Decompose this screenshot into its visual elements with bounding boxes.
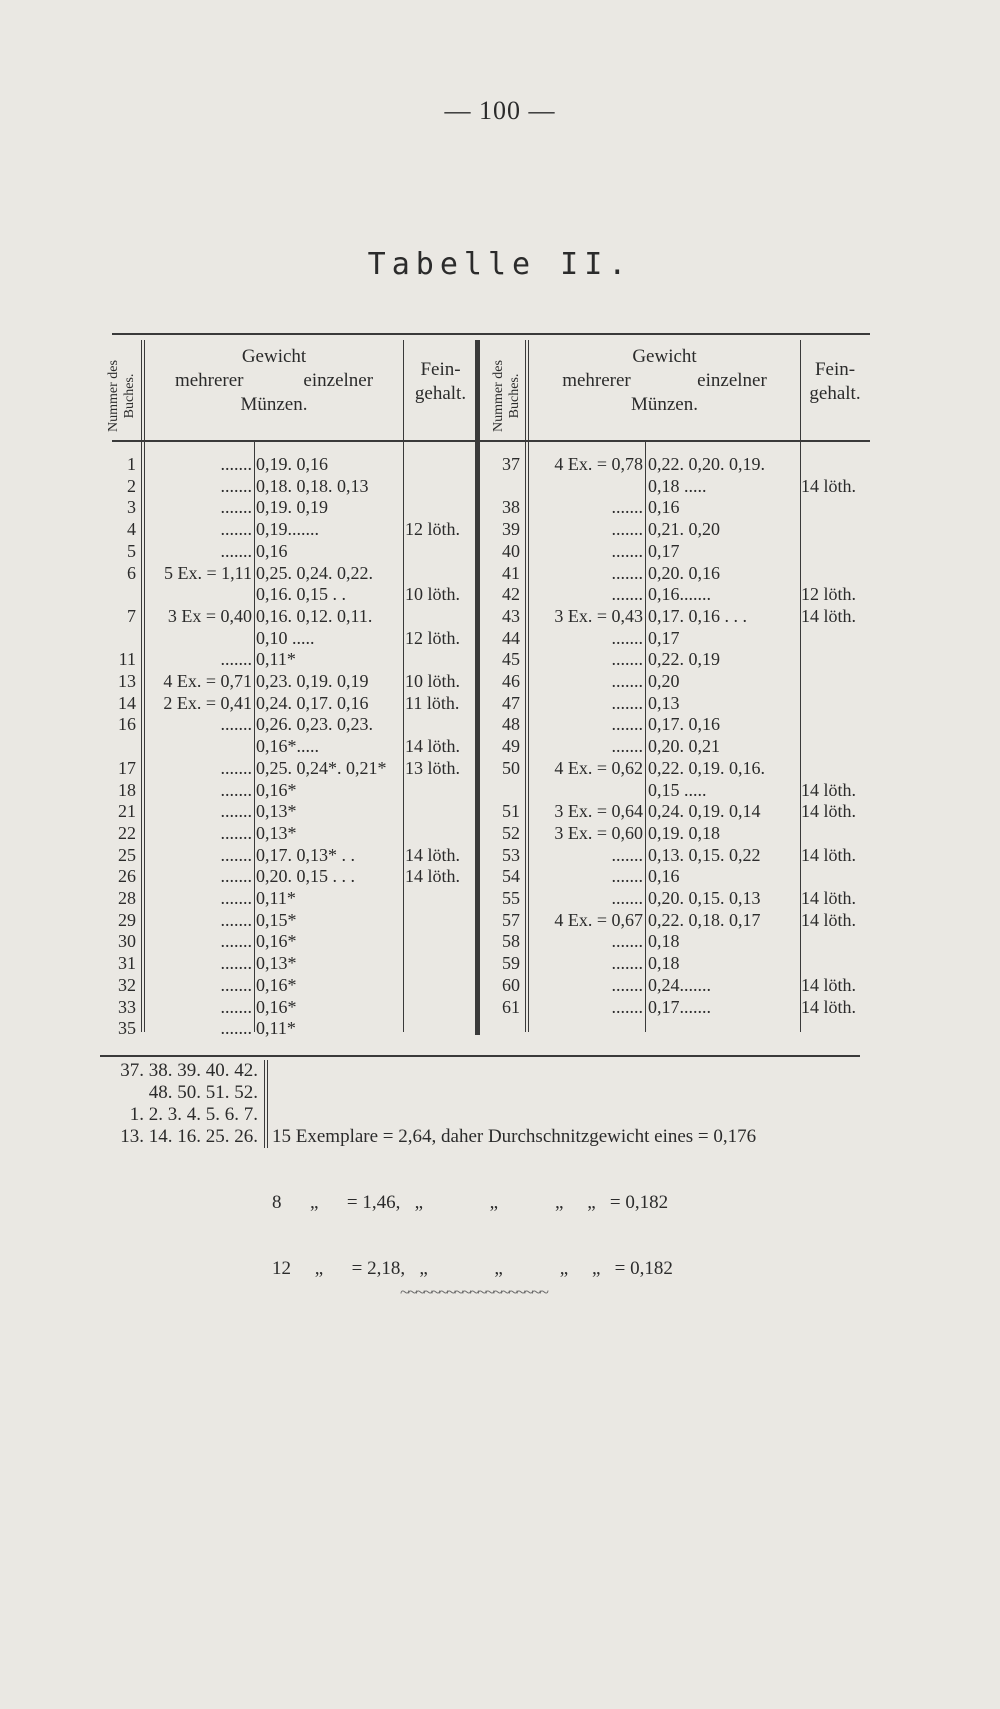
right-row-single: 0,16 — [648, 866, 680, 887]
left-row-group: ....... — [220, 649, 252, 670]
right-row-single: 0,16 — [648, 497, 680, 518]
right-row-single: 0,18 — [648, 953, 680, 974]
right-row-single: 0,19. 0,18 — [648, 822, 720, 843]
left-row-single: 0,13* — [256, 822, 297, 843]
left-row-fein: 10 löth. — [405, 584, 461, 605]
right-row-single: 0,24....... — [648, 974, 711, 995]
right-row-single: 0,20. 0,16 — [648, 562, 720, 583]
left-row-num: 16 — [118, 714, 136, 735]
right-row-num: 41 — [502, 562, 520, 583]
right-row-single: 0,20. 0,15. 0,13 — [648, 888, 761, 908]
right-row-fein: 14 löth. — [801, 779, 857, 800]
left-row-single: 0,16. 0,12. 0,11. — [256, 605, 373, 626]
right-row-num: 38 — [502, 497, 520, 518]
left-row-group: ....... — [220, 714, 252, 735]
right-row-group: ....... — [611, 671, 643, 691]
left-row-group: ....... — [220, 497, 252, 518]
right-row-fein: 14 löth. — [801, 888, 857, 908]
left-number-header: Nummer des Buches. — [106, 360, 137, 432]
right-row-single: 0,20 — [648, 671, 680, 691]
right-row-group: ....... — [611, 692, 643, 713]
left-row-fein: 12 löth. — [405, 627, 461, 648]
right-row-num: 52 — [502, 822, 520, 843]
left-row-group: ....... — [220, 844, 252, 865]
left-row-num: 5 — [127, 540, 136, 561]
right-row-group: 4 Ex. = 0,67 — [554, 909, 643, 930]
right-row-single: 0,22. 0,18. 0,17 — [648, 909, 761, 930]
left-row-single: 0,16* — [256, 996, 297, 1017]
right-row-single: 0,13. 0,15. 0,22 — [648, 844, 761, 865]
right-row-group: ....... — [611, 931, 643, 952]
right-row-fein: 12 löth. — [801, 584, 857, 605]
right-row-num: 44 — [502, 627, 520, 648]
left-row-group: ....... — [220, 996, 252, 1017]
left-row-num: 1 — [127, 454, 136, 474]
left-fein-header: Fein- gehalt. — [414, 359, 467, 404]
right-row-num: 37 — [502, 454, 520, 474]
right-row-fein: 14 löth. — [801, 801, 857, 822]
left-row-group: ....... — [220, 757, 252, 778]
right-col-line-2 — [645, 440, 646, 1032]
left-row-num: 22 — [118, 822, 136, 843]
right-row-num: 59 — [502, 953, 520, 974]
left-row-group: ....... — [220, 909, 252, 930]
right-row-num: 40 — [502, 540, 520, 561]
left-row-group: 2 Ex. = 0,41 — [163, 692, 252, 713]
right-row-fein: 14 löth. — [801, 605, 857, 626]
right-row-group: 3 Ex. = 0,60 — [554, 822, 643, 843]
right-row-single: 0,22. 0,20. 0,19. — [648, 454, 765, 474]
left-row-group: 4 Ex. = 0,71 — [163, 671, 252, 691]
right-row-num: 47 — [502, 692, 520, 713]
left-row-num: 17 — [118, 757, 136, 778]
left-row-num: 6 — [127, 562, 136, 583]
right-row-single: 0,21. 0,20 — [648, 519, 720, 540]
right-row-fein: 14 löth. — [801, 475, 857, 496]
summary-left: 37. 38. 39. 40. 42. 48. 50. 51. 52. 1. 2. 3. 4. 5. 6. 7. 13. 14. 16. 25. 26. — [120, 1060, 258, 1147]
right-row-num: 46 — [502, 671, 520, 691]
right-row-group: ....... — [611, 996, 643, 1017]
right-row-group: ....... — [611, 953, 643, 974]
left-row-single: 0,19. 0,16 — [256, 454, 328, 474]
left-row-num: 14 — [118, 692, 136, 713]
right-row-fein: 14 löth. — [801, 974, 857, 995]
right-row-group: ....... — [611, 627, 643, 648]
right-row-group: 3 Ex. = 0,43 — [554, 605, 643, 626]
left-row-single: 0,10 ..... — [256, 627, 315, 648]
right-row-single: 0,20. 0,21 — [648, 736, 720, 757]
right-row-single: 0,17. 0,16 — [648, 714, 720, 735]
right-row-num: 58 — [502, 931, 520, 952]
left-col-line-2 — [254, 440, 255, 1032]
left-row-single: 0,18. 0,18. 0,13 — [256, 475, 369, 496]
right-row-fein: 14 löth. — [801, 909, 857, 930]
right-row-num: 54 — [502, 866, 520, 887]
right-fein-header: Fein- gehalt. — [809, 359, 861, 404]
left-row-group: ....... — [220, 801, 252, 822]
left-row-single: 0,17. 0,13* . . — [256, 844, 355, 865]
left-row-num: 4 — [127, 519, 136, 540]
left-row-num: 11 — [118, 649, 136, 670]
left-row-num: 7 — [127, 605, 136, 626]
left-row-fein: 11 löth. — [405, 692, 460, 713]
left-row-group: ....... — [220, 454, 252, 474]
right-row-num: 57 — [502, 909, 520, 930]
right-row-num: 53 — [502, 844, 520, 865]
left-row-single: 0,11* — [256, 649, 296, 670]
left-row-num: 3 — [127, 497, 136, 518]
right-row-single: 0,24. 0,19. 0,14 — [648, 801, 761, 822]
left-row-single: 0,16. 0,15 . . — [256, 584, 346, 605]
right-row-fein: 14 löth. — [801, 996, 857, 1017]
left-row-group: ....... — [220, 540, 252, 561]
right-row-num: 55 — [502, 888, 520, 908]
left-row-single: 0,26. 0,23. 0,23. — [256, 714, 373, 735]
right-row-group: ....... — [611, 519, 643, 540]
left-row-single: 0,23. 0,19. 0,19 — [256, 671, 369, 691]
right-row-single: 0,17 — [648, 540, 680, 561]
right-row-group: ....... — [611, 584, 643, 605]
right-row-group: ....... — [611, 844, 643, 865]
left-row-single: 0,25. 0,24. 0,22. — [256, 562, 373, 583]
table-title: Tabelle II. — [367, 247, 633, 282]
right-row-single: 0,17 — [648, 627, 680, 648]
left-row-single: 0,16* — [256, 974, 297, 995]
right-row-num: 60 — [502, 974, 520, 995]
left-row-num: 29 — [118, 909, 136, 930]
left-row-group: ....... — [220, 1018, 252, 1039]
left-row-group: 5 Ex. = 1,11 — [164, 562, 252, 583]
left-row-fein: 14 löth. — [405, 844, 461, 865]
right-row-group: ....... — [611, 649, 643, 670]
right-row-group: ....... — [611, 736, 643, 757]
summary-divider — [264, 1060, 265, 1148]
left-row-group: ....... — [220, 888, 252, 908]
left-row-single: 0,16*..... — [256, 736, 319, 757]
table-bottom-rule — [100, 1055, 860, 1057]
right-row-single: 0,18 ..... — [648, 475, 707, 496]
left-row-single: 0,11* — [256, 888, 296, 908]
left-row-single: 0,15* — [256, 909, 297, 930]
left-row-single: 0,20. 0,15 . . . — [256, 866, 355, 887]
left-row-num: 28 — [118, 888, 136, 908]
left-row-single: 0,16 — [256, 540, 288, 561]
right-row-group: 4 Ex. = 0,62 — [554, 757, 643, 778]
page-number: — 100 — — [444, 96, 556, 125]
left-row-group: ....... — [220, 519, 252, 540]
left-row-fein: 14 löth. — [405, 736, 461, 757]
right-row-num: 39 — [502, 519, 520, 540]
right-number-header: Nummer des Buches. — [491, 360, 522, 432]
left-row-fein: 13 löth. — [405, 757, 461, 778]
left-row-num: 21 — [118, 801, 136, 822]
left-row-single: 0,11* — [256, 1018, 296, 1039]
right-row-num: 50 — [502, 757, 520, 778]
right-row-single: 0,22. 0,19. 0,16. — [648, 757, 765, 778]
right-row-group: ....... — [611, 888, 643, 908]
left-row-group: ....... — [220, 931, 252, 952]
right-row-single: 0,13 — [648, 692, 680, 713]
left-row-single: 0,19....... — [256, 519, 319, 540]
right-row-num: 61 — [502, 996, 520, 1017]
right-row-single: 0,16....... — [648, 584, 711, 605]
left-row-num: 2 — [127, 475, 136, 496]
right-row-group: ....... — [611, 866, 643, 887]
left-row-single: 0,25. 0,24*. 0,21* — [256, 757, 387, 778]
left-row-group: 3 Ex = 0,40 — [167, 605, 252, 626]
right-row-num: 42 — [502, 584, 520, 605]
left-row-num: 31 — [118, 953, 136, 974]
left-row-num: 26 — [118, 866, 136, 887]
right-row-group: ....... — [611, 562, 643, 583]
left-row-num: 35 — [118, 1018, 136, 1039]
left-row-fein: 10 löth. — [405, 671, 461, 691]
left-weight-header: Gewicht mehrerer einzelner Münzen. — [174, 346, 374, 415]
table-top-rule — [112, 333, 870, 335]
left-row-group: ....... — [220, 822, 252, 843]
right-row-num: 43 — [502, 605, 520, 626]
right-row-group: ....... — [611, 714, 643, 735]
right-row-single: 0,15 ..... — [648, 779, 707, 800]
summary-divider-b — [267, 1060, 268, 1148]
right-row-num: 45 — [502, 649, 520, 670]
right-row-num: 48 — [502, 714, 520, 735]
right-row-group: 3 Ex. = 0,64 — [554, 801, 643, 822]
left-row-fein: 14 löth. — [405, 866, 461, 887]
left-row-single: 0,13* — [256, 953, 297, 974]
left-row-single: 0,24. 0,17. 0,16 — [256, 692, 369, 713]
left-row-single: 0,16* — [256, 931, 297, 952]
right-row-num: 49 — [502, 736, 520, 757]
left-row-num: 32 — [118, 974, 136, 995]
left-row-group: ....... — [220, 779, 252, 800]
left-row-num: 30 — [118, 931, 136, 952]
right-row-group: 4 Ex. = 0,78 — [554, 454, 643, 474]
left-row-group: ....... — [220, 974, 252, 995]
left-row-group: ....... — [220, 475, 252, 496]
right-row-num: 51 — [502, 801, 520, 822]
left-row-single: 0,16* — [256, 779, 297, 800]
left-row-single: 0,13* — [256, 801, 297, 822]
right-row-single: 0,17....... — [648, 996, 711, 1017]
left-row-single: 0,19. 0,19 — [256, 497, 328, 518]
left-row-num: 13 — [118, 671, 136, 691]
right-row-single: 0,22. 0,19 — [648, 649, 720, 670]
right-row-single: 0,17. 0,16 . . . — [648, 605, 747, 626]
left-row-group: ....... — [220, 866, 252, 887]
ornament-rule: ~~~~~~~~~~~~~~~~~~~ — [400, 1282, 548, 1302]
left-row-num: 33 — [118, 996, 136, 1017]
right-row-group: ....... — [611, 540, 643, 561]
right-row-single: 0,18 — [648, 931, 680, 952]
summary-right: 15 Exemplare = 2,64, daher Durchschnitzgewicht eines = 0,176 8 „ = 1,46, „ „ „ „ = 0,182 12 „ = 2,18, „ „ „ „ = 0,182 — [272, 1126, 757, 1279]
right-row-group: ....... — [611, 974, 643, 995]
left-row-num: 25 — [118, 844, 136, 865]
right-row-fein: 14 löth. — [801, 844, 857, 865]
right-weight-header: Gewicht mehrerer einzelner Münzen. — [562, 346, 767, 415]
left-row-fein: 12 löth. — [405, 519, 461, 540]
right-row-group: ....... — [611, 497, 643, 518]
left-row-group: ....... — [220, 953, 252, 974]
left-row-num: 18 — [118, 779, 136, 800]
